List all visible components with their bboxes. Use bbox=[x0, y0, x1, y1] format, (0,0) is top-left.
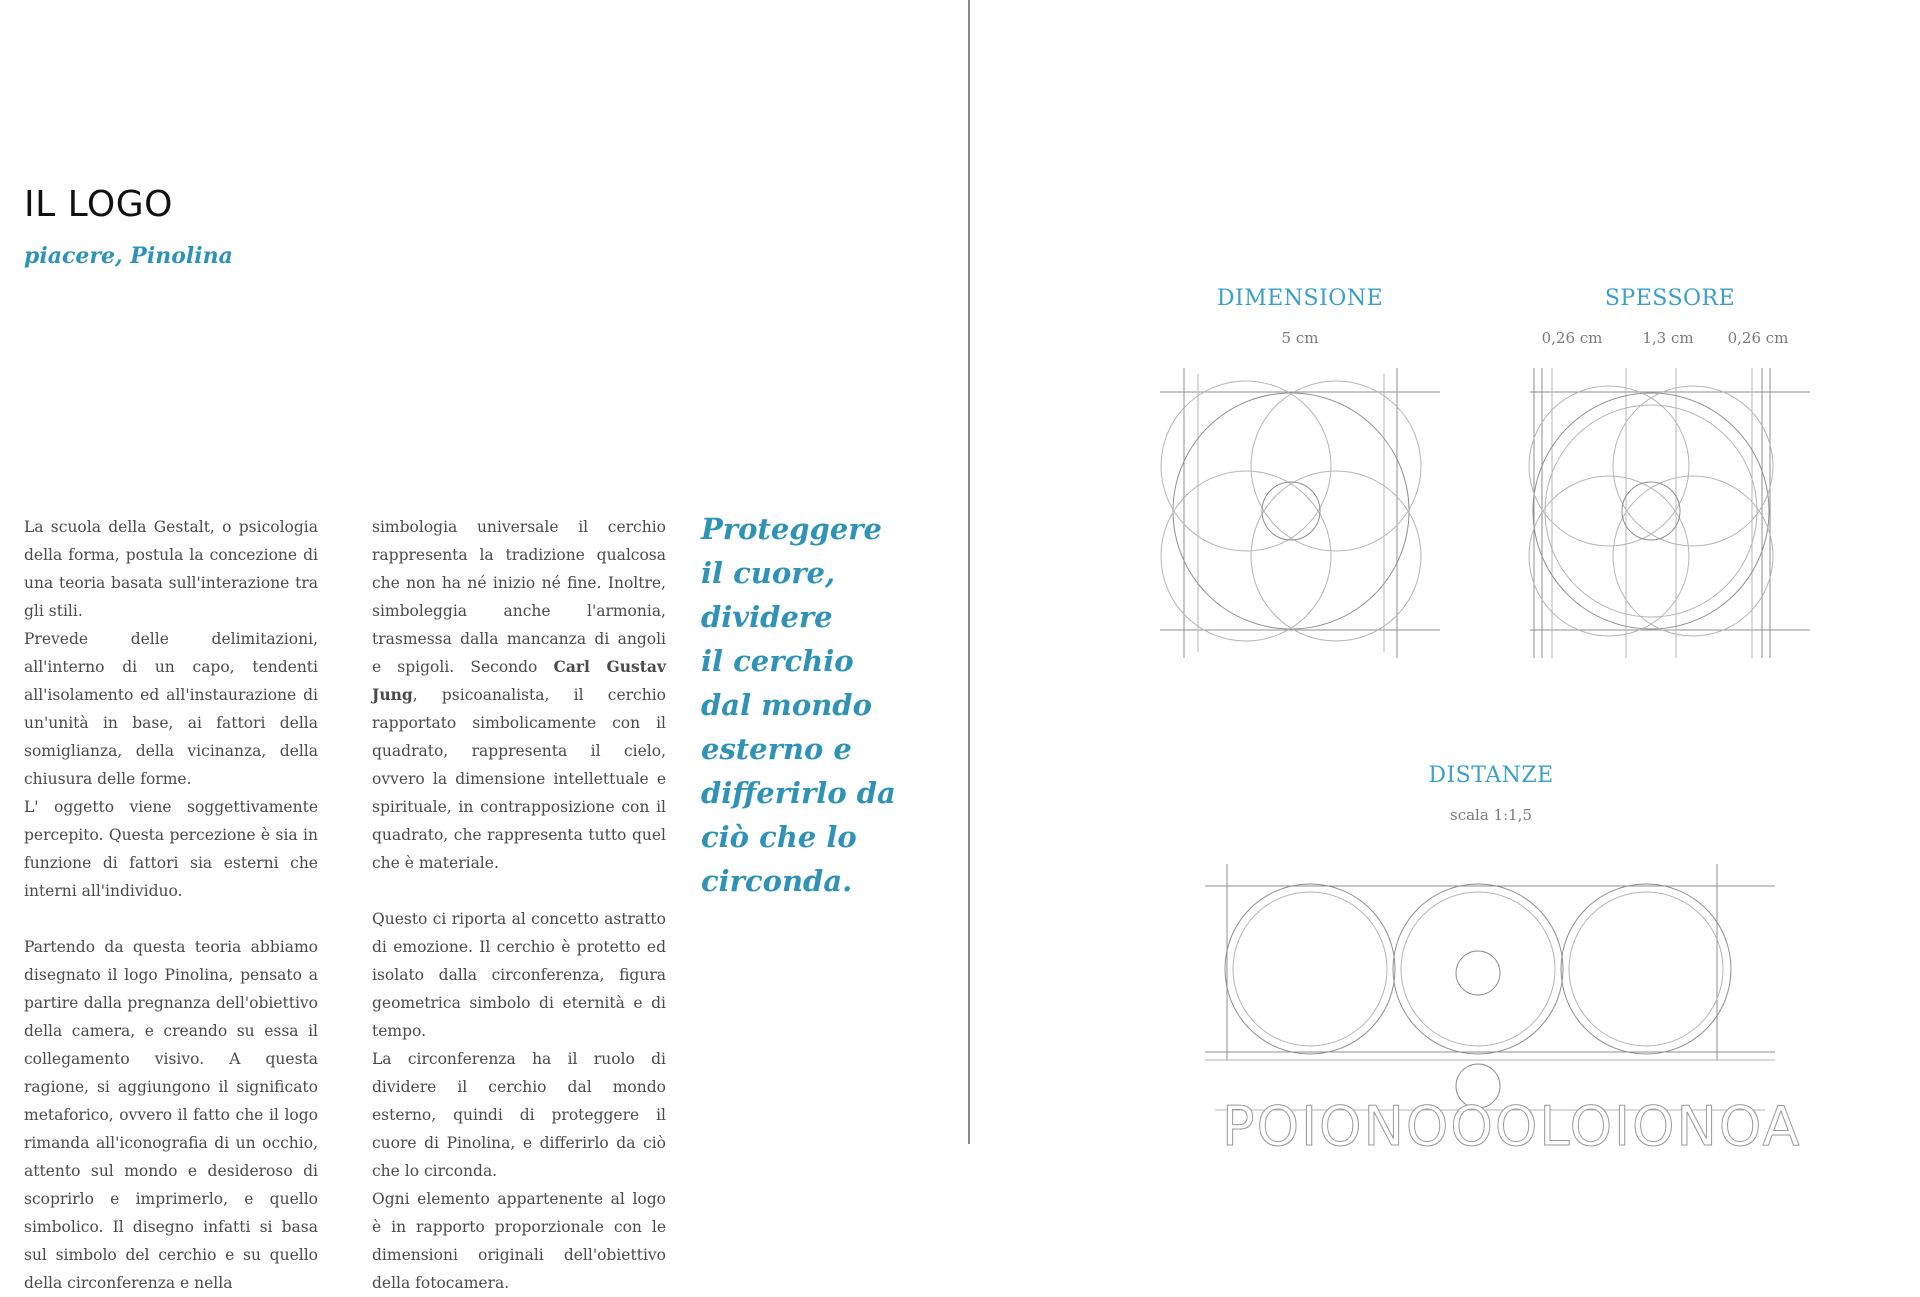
spessore-heading: SPESSORE bbox=[1604, 286, 1736, 311]
body-column-1 bbox=[24, 513, 318, 1297]
right-page bbox=[970, 0, 1920, 1158]
distanze-heading: DISTANZE bbox=[1428, 763, 1554, 788]
paragraph-text: Partendo da questa teoria abbiamo disegnato il logo Pinolina, pensato a partire dalla pregnanza dell'obiettivo della camera, e creando su essa il collegamento visivo. A questa ragione, si aggiungono il significato metaforico, ovvero il fatto che il logo rimanda all'iconografia di un occhio, attento sul mondo e desideroso di scoprirlo e imprimerlo, e quello simbolico. Il disegno infatti si basa sul simbolo del cerchio e su quello della circonferenza e nella bbox=[24, 938, 318, 1292]
spessore-measure-right: 0,26 cm bbox=[1727, 329, 1789, 347]
page-subtitle: piacere, Pinolina bbox=[24, 243, 233, 269]
spessore-construction-diagram bbox=[1530, 368, 1810, 658]
body-paragraph bbox=[372, 1185, 666, 1297]
paragraph-text: Prevede delle delimitazioni, all'interno di un capo, tendenti all'isolamento ed all'instaurazione di un'unità in base, ai fattori della somiglianza, della vicinanza, della chiusura delle forme. bbox=[24, 630, 318, 788]
body-paragraph bbox=[24, 933, 318, 1297]
page-title: IL LOGO bbox=[24, 184, 173, 225]
distanze-wordmark-outline: POIONOOOLOIONOA bbox=[1222, 1095, 1802, 1158]
quote-line: ciò che lo bbox=[701, 820, 857, 854]
quote-line: dividere bbox=[701, 600, 833, 634]
distanze-scale: scala 1:1,5 bbox=[1449, 806, 1533, 824]
dimensione-measure: 5 cm bbox=[1281, 329, 1319, 347]
body-paragraph bbox=[372, 1045, 666, 1185]
paragraph-text: Ogni elemento appartenente al logo è in rapporto proporzionale con le dimensioni originali dell'obiettivo della fotocamera. bbox=[372, 1190, 666, 1292]
bold-name: Carl Gustav Jung bbox=[372, 657, 666, 704]
spessore-measure-left: 0,26 cm bbox=[1541, 329, 1603, 347]
body-paragraph bbox=[24, 793, 318, 905]
quote-line: Proteggere bbox=[701, 512, 883, 546]
paragraph-text: La scuola della Gestalt, o psicologia della forma, postula la concezione di una teoria basata sull'interazione tra gli stili. bbox=[24, 518, 318, 620]
paragraph-text: L' oggetto viene soggettivamente percepito. Questa percezione è sia in funzione di fattori sia esterni che interni all'individuo. bbox=[24, 798, 318, 900]
body-column-2 bbox=[372, 513, 666, 1297]
quote-line: circonda. bbox=[701, 864, 853, 898]
paragraph-text: , psicoanalista, il cerchio rapportato simbolicamente con il quadrato, rappresenta il cielo, ovvero la dimensione intellettuale e spirituale, in contrapposizione con il quadrato, che rappresenta tutto quel che è materiale. bbox=[372, 686, 666, 872]
body-paragraph bbox=[372, 513, 666, 877]
dimensione-construction-diagram bbox=[1160, 368, 1440, 658]
paragraph-text: simbologia universale il cerchio rappresenta la tradizione qualcosa che non ha né inizio né fine. Inoltre, simboleggia anche l'armonia, trasmessa dalla mancanza di angoli e spigoli. Secondo bbox=[372, 518, 666, 676]
paragraph-text: La circonferenza ha il ruolo di dividere il cerchio dal mondo esterno, quindi di proteggere il cuore di Pinolina, e differirlo da ciò che lo circonda. bbox=[372, 1050, 666, 1180]
spessore-measure-center: 1,3 cm bbox=[1642, 329, 1694, 347]
dimensione-heading: DIMENSIONE bbox=[1216, 286, 1384, 311]
quote-line: esterno e bbox=[701, 732, 852, 766]
quote-line: differirlo da bbox=[701, 776, 896, 810]
paragraph-text: Questo ci riporta al concetto astratto di emozione. Il cerchio è protetto ed isolato dalla circonferenza, figura geometrica simbolo di eternità e di tempo. bbox=[372, 910, 666, 1040]
quote-line: dal mondo bbox=[701, 688, 872, 722]
body-paragraph bbox=[24, 513, 318, 625]
body-paragraph bbox=[372, 905, 666, 1045]
body-paragraph bbox=[24, 625, 318, 793]
pull-quote bbox=[701, 507, 941, 903]
quote-line: il cerchio bbox=[701, 644, 854, 678]
quote-line: il cuore, bbox=[701, 556, 836, 590]
